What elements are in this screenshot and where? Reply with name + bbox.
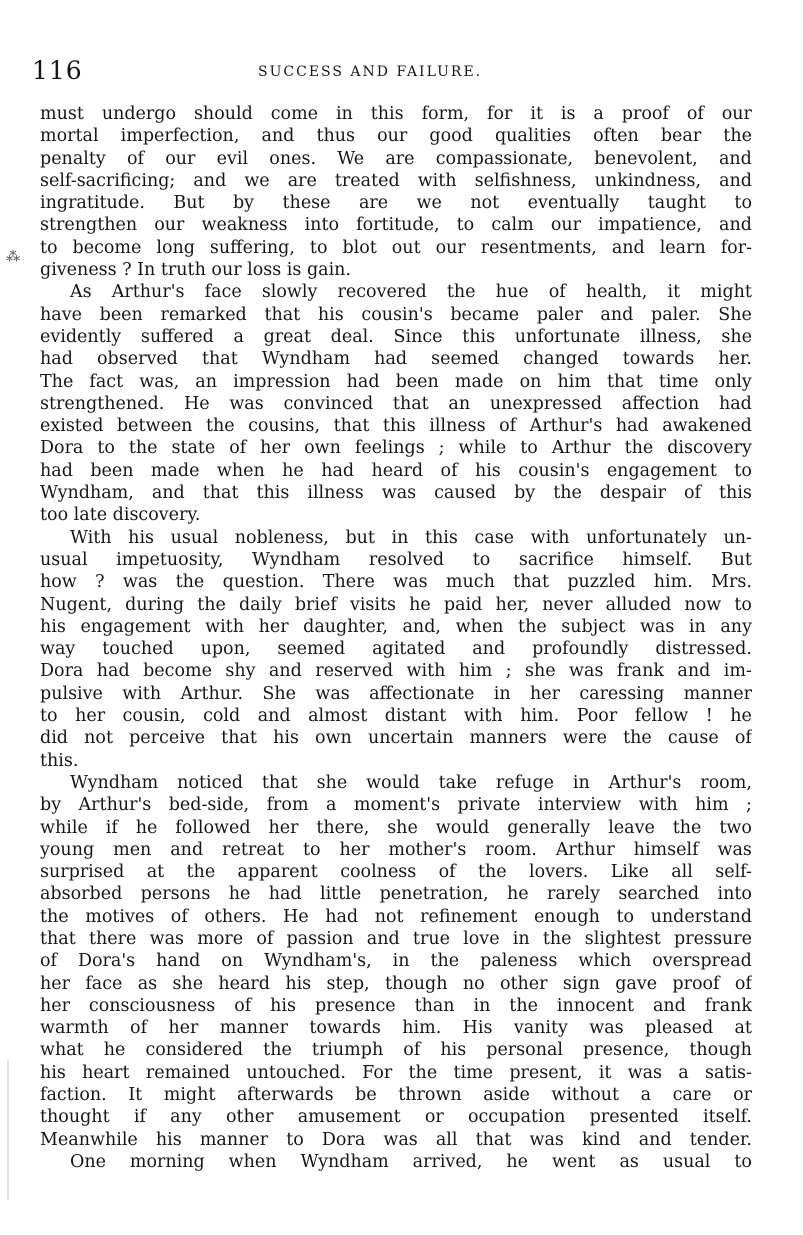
text-line: Dora had become shy and reserved with him ; she was frank and im- bbox=[40, 661, 752, 682]
text-line: ingratitude. But by these are we not eventually taught to bbox=[40, 193, 752, 214]
text-line: have been remarked that his cousin's became paler and paler. She bbox=[40, 304, 752, 325]
text-line: must undergo should come in this form, for it is a proof of our bbox=[40, 104, 752, 124]
text-line: that there was more of passion and true love in the slightest pressure bbox=[40, 928, 752, 949]
text-line: the motives of others. He had not refinement enough to understand bbox=[40, 906, 752, 927]
running-title: SUCCESS AND FAILURE. bbox=[258, 64, 483, 80]
text-line: Nugent, during the daily brief visits he paid her, never alluded now to bbox=[40, 594, 752, 615]
margin-ornament-icon: ⁂ bbox=[6, 249, 20, 265]
text-line: of Dora's hand on Wyndham's, in the paleness which overspread bbox=[40, 951, 752, 972]
text-line: his engagement with her daughter, and, when the subject was in any bbox=[40, 616, 752, 637]
text-line: how ? was the question. There was much that puzzled him. Mrs. bbox=[40, 572, 752, 593]
text-line: giveness ? In truth our loss is gain. bbox=[40, 260, 352, 281]
text-line: evidently suffered a great deal. Since this unfortunate illness, she bbox=[40, 326, 752, 347]
text-line: The fact was, an impression had been made on him that time only bbox=[40, 371, 752, 392]
text-line: surprised at the apparent coolness of the lovers. Like all self- bbox=[40, 862, 752, 883]
text-line: this. bbox=[40, 750, 79, 771]
text-line: young men and retreat to her mother's room. Arthur himself was bbox=[40, 839, 752, 860]
text-line: too late discovery. bbox=[40, 505, 201, 526]
text-line: absorbed persons he had little penetration, he rarely searched into bbox=[40, 884, 752, 905]
text-line: had observed that Wyndham had seemed changed towards her. bbox=[40, 349, 752, 370]
text-line: thought if any other amusement or occupation presented itself. bbox=[40, 1107, 752, 1128]
text-line: Wyndham noticed that she would take refuge in Arthur's room, bbox=[70, 772, 752, 793]
text-line: faction. It might afterwards be thrown aside without a care or bbox=[40, 1085, 752, 1106]
text-line: mortal imperfection, and thus our good qualities often bear the bbox=[40, 126, 752, 147]
text-line: did not perceive that his own uncertain manners were the cause of bbox=[40, 728, 752, 749]
gutter-shadow bbox=[7, 1060, 9, 1200]
text-line: way touched upon, seemed agitated and profoundly distressed. bbox=[40, 639, 752, 660]
text-line: penalty of our evil ones. We are compassionate, benevolent, and bbox=[40, 148, 752, 169]
text-line: existed between the cousins, that this illness of Arthur's had awakened bbox=[40, 416, 752, 437]
text-line: pulsive with Arthur. She was affectionate in her caressing manner bbox=[40, 683, 752, 704]
text-line: to become long suffering, to blot out our resentments, and learn for- bbox=[40, 237, 752, 258]
text-line: had been made when he had heard of his cousin's engagement to bbox=[40, 460, 752, 481]
text-line: Dora to the state of her own feelings ; while to Arthur the discovery bbox=[40, 438, 752, 459]
text-line: usual impetuosity, Wyndham resolved to sacrifice himself. But bbox=[40, 549, 752, 570]
text-line: Meanwhile his manner to Dora was all that was kind and tender. bbox=[40, 1129, 752, 1150]
text-line: strengthened. He was convinced that an unexpressed affection had bbox=[40, 393, 752, 414]
text-line: warmth of her manner towards him. His vanity was pleased at bbox=[40, 1018, 752, 1039]
text-line: With his usual nobleness, but in this case with unfortunately un- bbox=[70, 527, 752, 548]
text-line: by Arthur's bed-side, from a moment's private interview with him ; bbox=[40, 795, 752, 816]
text-line: what he considered the triumph of his personal presence, though bbox=[40, 1040, 752, 1061]
body-text bbox=[40, 103, 752, 1173]
text-line: One morning when Wyndham arrived, he went as usual to bbox=[70, 1151, 752, 1172]
page-header bbox=[32, 56, 746, 86]
text-line: Wyndham, and that this illness was caused by the despair of this bbox=[40, 483, 752, 504]
text-line: self-sacrificing; and we are treated with selfishness, unkindness, and bbox=[40, 170, 752, 191]
text-line: his heart remained untouched. For the time present, it was a satis- bbox=[40, 1062, 752, 1083]
text-line: her consciousness of his presence than in the innocent and frank bbox=[40, 995, 752, 1016]
text-line: As Arthur's face slowly recovered the hue of health, it might bbox=[70, 282, 752, 303]
text-line: her face as she heard his step, though no other sign gave proof of bbox=[40, 973, 752, 994]
text-line: to her cousin, cold and almost distant with him. Poor fellow ! he bbox=[40, 706, 752, 727]
page-number: 116 bbox=[32, 56, 83, 85]
text-line: strengthen our weakness into fortitude, to calm our impatience, and bbox=[40, 215, 752, 236]
text-line: while if he followed her there, she would generally leave the two bbox=[40, 817, 752, 838]
